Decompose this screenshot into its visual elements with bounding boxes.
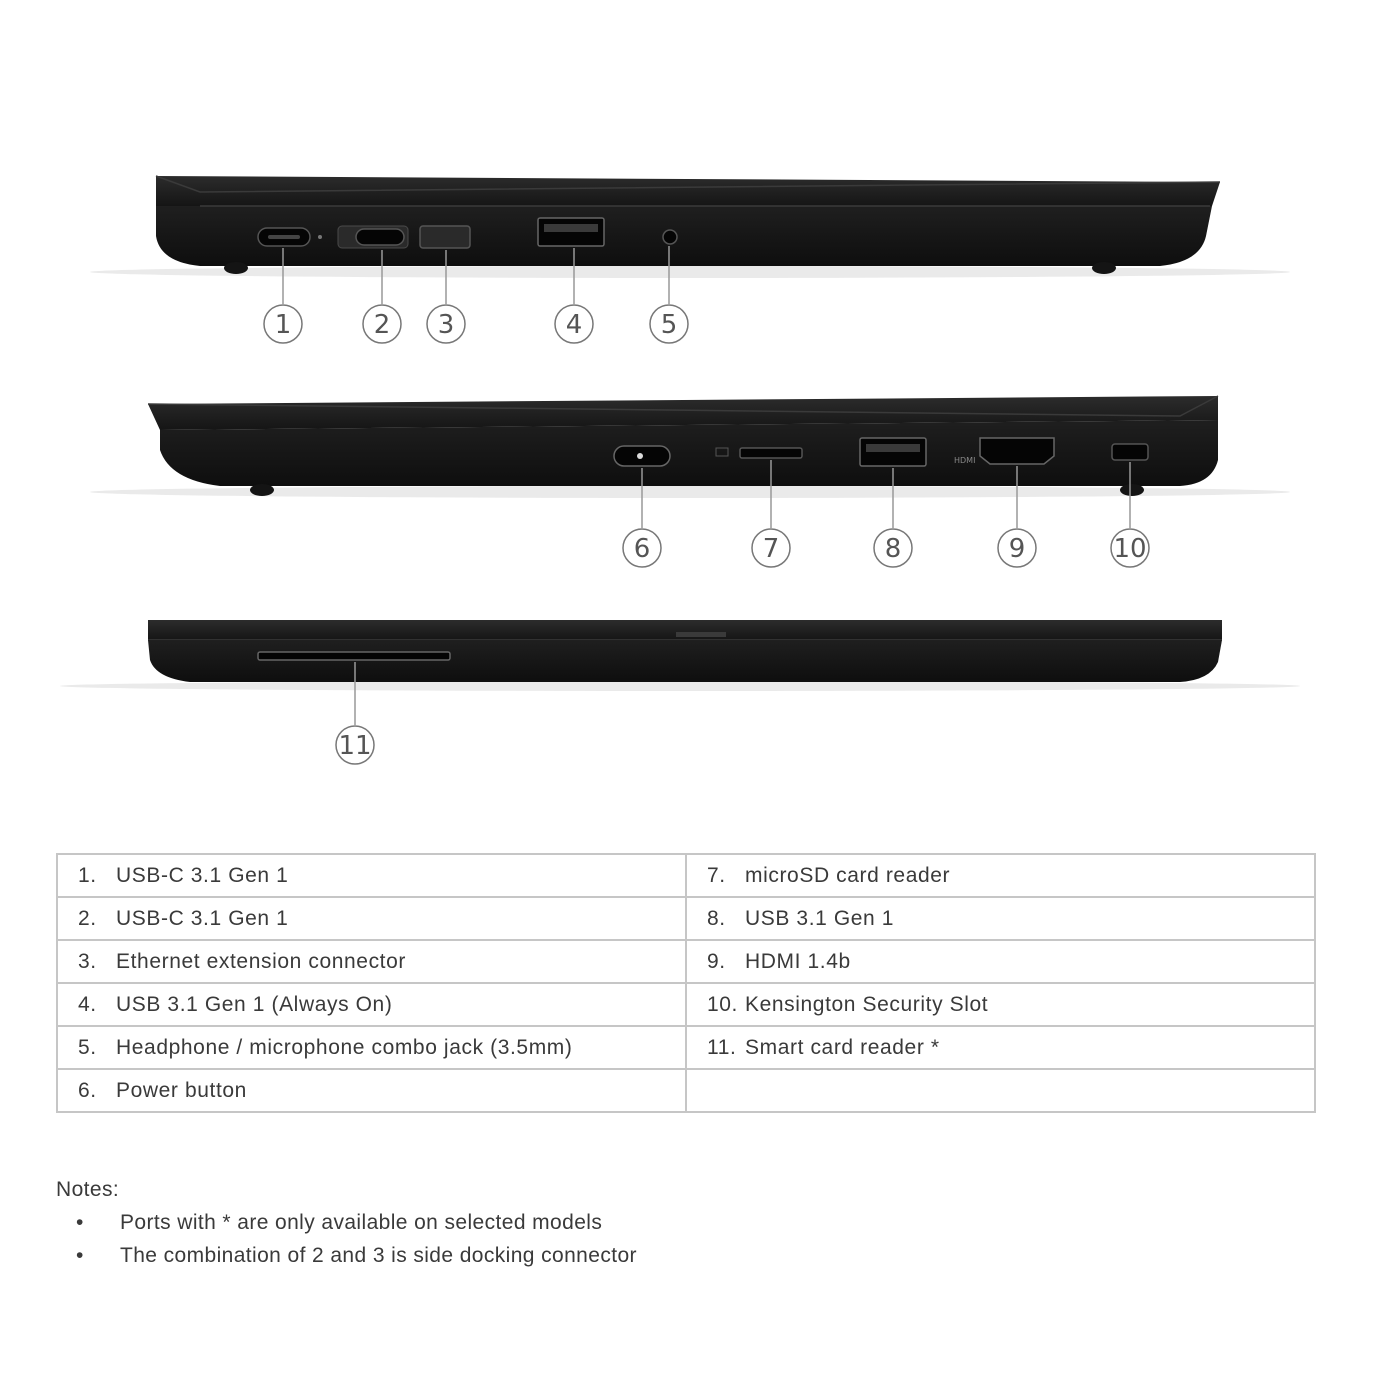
usb-c-port-2 [338, 226, 408, 248]
smart-card-slot [258, 652, 450, 660]
headphone-jack [663, 230, 677, 244]
table-cell [686, 854, 1315, 897]
item-label: Kensington Security Slot [745, 992, 989, 1016]
left-side-view [90, 176, 1290, 278]
item-label: USB 3.1 Gen 1 [745, 906, 895, 930]
callout-number: 4 [565, 310, 583, 340]
note-text: Ports with * are only available on selected models [120, 1211, 603, 1234]
callout-number: 6 [633, 534, 651, 564]
table-row [57, 1069, 1315, 1112]
usb-a-port-4 [538, 218, 604, 246]
callout-number: 7 [762, 534, 780, 564]
power-button [614, 446, 670, 466]
callout-number: 3 [437, 310, 455, 340]
item-label: USB 3.1 Gen 1 (Always On) [116, 992, 393, 1016]
note-item [56, 1206, 637, 1239]
front-view [60, 620, 1300, 691]
callout-number: 8 [884, 534, 902, 564]
table-cell [686, 1026, 1315, 1069]
usb-c-port-1 [258, 228, 310, 246]
item-number: 10. [707, 992, 738, 1016]
item-label: HDMI 1.4b [745, 949, 851, 973]
callout-number: 1 [274, 310, 292, 340]
notes-title: Notes: [56, 1178, 120, 1201]
hdmi-label: HDMI [954, 456, 976, 465]
table-cell [686, 940, 1315, 983]
usb-a-port-8 [860, 438, 926, 466]
notes [56, 1178, 637, 1272]
item-label: Headphone / microphone combo jack (3.5mm) [116, 1035, 573, 1059]
callout-number: 10 [1113, 534, 1147, 564]
item-label: Ethernet extension connector [116, 949, 406, 973]
item-label: Smart card reader * [745, 1035, 940, 1059]
table-row [57, 854, 1315, 897]
callout-number: 11 [338, 731, 372, 761]
hdmi-port [980, 438, 1054, 464]
table-cell [57, 1026, 686, 1069]
table-cell [57, 854, 686, 897]
callout-number: 2 [373, 310, 391, 340]
table-row [57, 940, 1315, 983]
item-number: 1. [78, 863, 97, 887]
table-cell [686, 1069, 1315, 1112]
item-number: 4. [78, 992, 97, 1016]
note-item [56, 1239, 637, 1272]
kensington-slot [1112, 444, 1148, 460]
item-label: microSD card reader [745, 863, 951, 887]
callout-number: 9 [1008, 534, 1026, 564]
note-text: The combination of 2 and 3 is side docking connector [120, 1244, 637, 1267]
bullet-icon: • [76, 1244, 84, 1267]
item-number: 9. [707, 949, 726, 973]
item-number: 8. [707, 906, 726, 930]
table-cell [57, 1069, 686, 1112]
right-side-view [90, 396, 1290, 498]
table-row [57, 897, 1315, 940]
table-cell [57, 897, 686, 940]
item-number: 3. [78, 949, 97, 973]
table-cell [686, 983, 1315, 1026]
table-cell [57, 983, 686, 1026]
item-number: 2. [78, 906, 97, 930]
callout-number: 5 [660, 310, 678, 340]
item-number: 6. [78, 1078, 97, 1102]
item-label: Power button [116, 1078, 247, 1102]
table-cell [57, 940, 686, 983]
table-cell [686, 897, 1315, 940]
item-number: 5. [78, 1035, 97, 1059]
bullet-icon: • [76, 1211, 84, 1234]
item-number: 11. [707, 1035, 737, 1059]
item-label: USB-C 3.1 Gen 1 [116, 863, 289, 887]
table-row [57, 1026, 1315, 1069]
ports-table [56, 853, 1316, 1113]
item-number: 7. [707, 863, 726, 887]
item-label: USB-C 3.1 Gen 1 [116, 906, 289, 930]
ethernet-extension-port [420, 226, 470, 248]
table-row [57, 983, 1315, 1026]
